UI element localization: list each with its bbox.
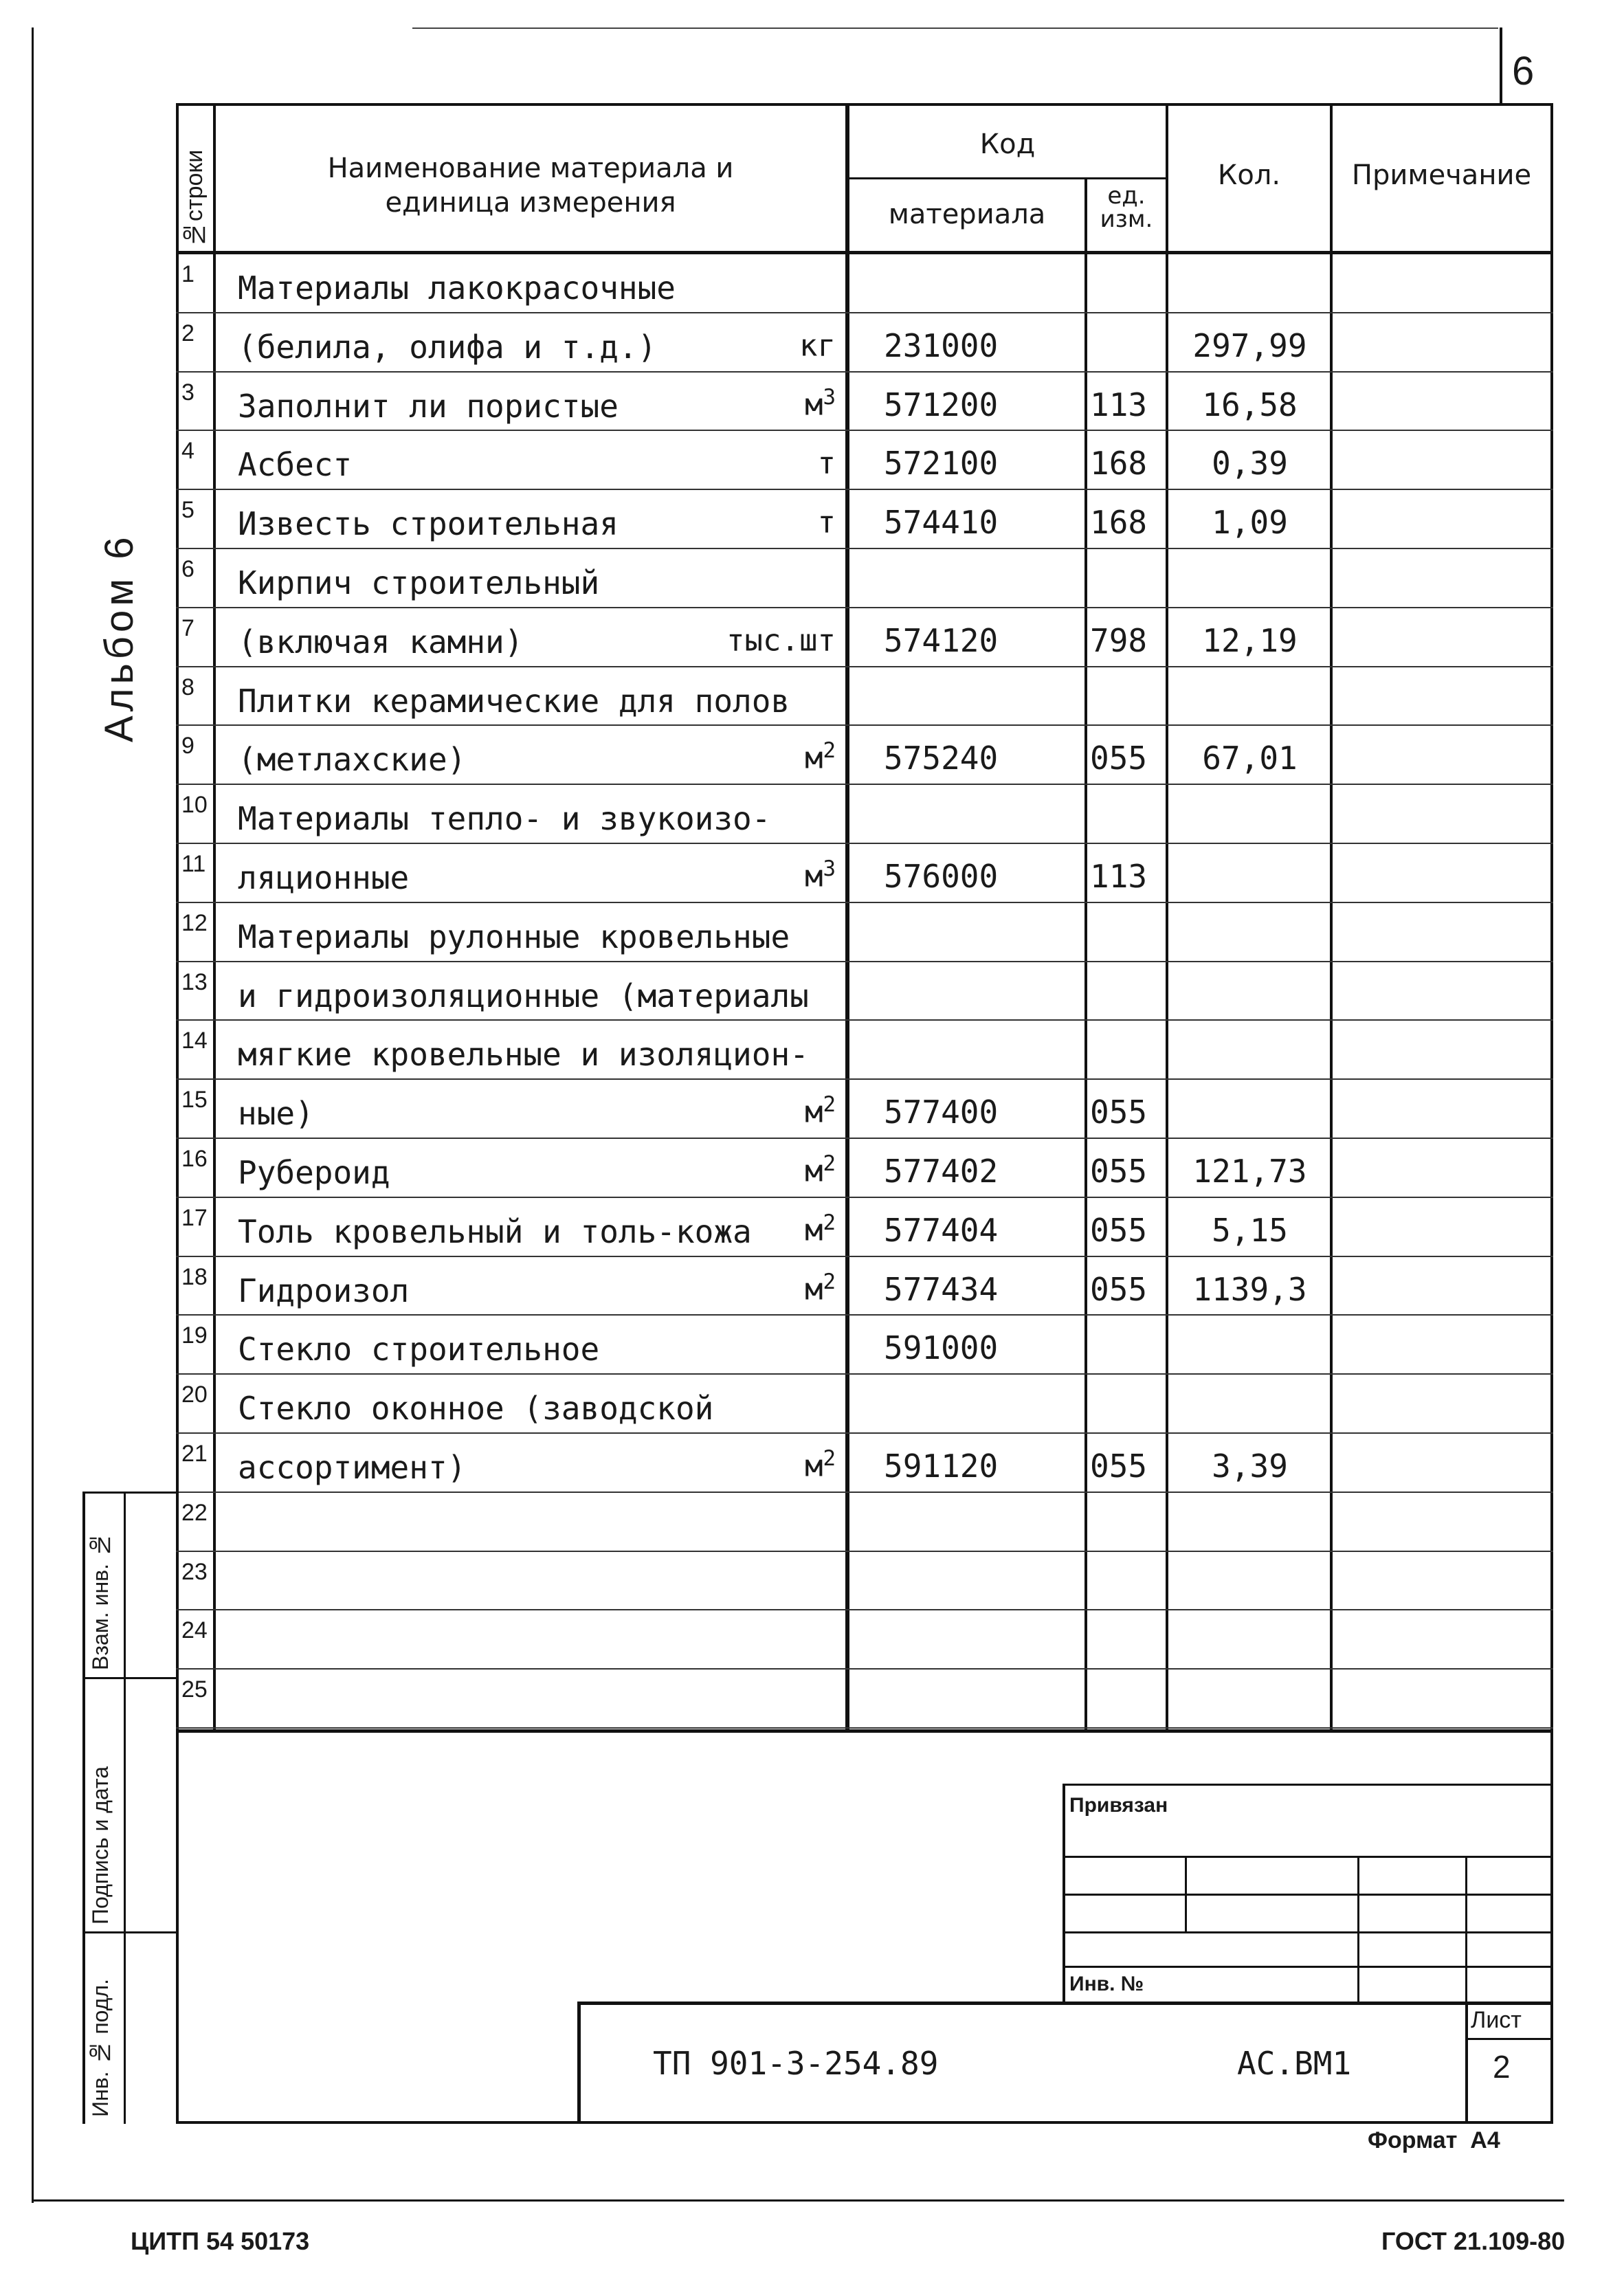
material-name: Известь строительная: [238, 505, 619, 543]
unit-text: м: [804, 1153, 823, 1189]
table-row: [176, 1493, 1553, 1552]
table-row: [176, 1670, 1553, 1729]
header-code: Код: [979, 129, 1036, 160]
quantity: 121,73: [1192, 1153, 1307, 1190]
row-number: 20: [181, 1382, 208, 1408]
quantity: 297,99: [1192, 326, 1307, 364]
table-row: [176, 844, 1553, 903]
doc-code: ТП 901-3-254.89: [653, 2045, 939, 2082]
unit-code: 055: [1090, 1270, 1148, 1308]
unit-text: м: [804, 1448, 823, 1484]
unit-text: м: [804, 1094, 823, 1130]
material-code: 591000: [884, 1329, 999, 1367]
header-code-unit: ед. изм.: [1100, 182, 1153, 233]
material-name: Стекло строительное: [238, 1331, 600, 1368]
table-row: [176, 1610, 1553, 1670]
unit-exponent: 2: [823, 1151, 836, 1176]
material-code: 577434: [884, 1270, 999, 1308]
material-code: 231000: [884, 326, 999, 364]
material-code: 575240: [884, 740, 999, 777]
row-number: 25: [181, 1676, 208, 1703]
table-row: [176, 1198, 1553, 1257]
row-number: 2: [181, 320, 194, 346]
material-name: (белила, олифа и т.д.): [238, 328, 657, 366]
privyazan-label: Привязан: [1069, 1794, 1168, 1817]
label-vzam-inv: Взам. инв. №: [88, 1533, 113, 1670]
row-number: 10: [181, 792, 208, 819]
table-row: [176, 962, 1553, 1021]
row-number: 18: [181, 1263, 208, 1290]
unit-code: 055: [1090, 1094, 1148, 1131]
material-name: ляционные: [238, 859, 410, 896]
unit-text: т: [817, 446, 836, 482]
unit-exponent: 2: [823, 1210, 836, 1235]
material-code: 577402: [884, 1153, 999, 1190]
table-row: [176, 549, 1553, 608]
unit-code: 055: [1090, 1153, 1148, 1190]
unit-exponent: 3: [823, 384, 836, 410]
row-number: 14: [181, 1028, 208, 1054]
row-number: 3: [181, 379, 194, 406]
material-code: 591120: [884, 1448, 999, 1485]
unit-code: 168: [1090, 504, 1148, 542]
unit-code: 113: [1090, 858, 1148, 895]
material-name: (включая камни): [238, 623, 524, 661]
material-code: 572100: [884, 445, 999, 483]
quantity: 1139,3: [1192, 1270, 1307, 1308]
material-name: ассортимент): [238, 1449, 467, 1486]
row-number: 15: [181, 1087, 208, 1113]
table-row: [176, 1021, 1553, 1080]
doc-mark: АС.ВМ1: [1237, 2045, 1352, 2082]
row-number: 17: [181, 1204, 208, 1231]
header-note: Примечание: [1351, 159, 1532, 191]
quantity: 67,01: [1202, 740, 1298, 777]
material-name: Материалы лакокрасочные: [238, 269, 676, 307]
row-number: 13: [181, 968, 208, 995]
material-code: 571200: [884, 386, 999, 423]
header-row-number: №строки: [181, 149, 208, 247]
row-number: 22: [181, 1499, 208, 1526]
material-code: 576000: [884, 858, 999, 895]
material-name: Толь кровельный и толь-кожа: [238, 1212, 752, 1250]
unit-label: [671, 1151, 836, 1189]
row-number: 7: [181, 614, 194, 641]
footer-right: ГОСТ 21.109-80: [1381, 2227, 1566, 2255]
page-number: 6: [1512, 49, 1535, 93]
material-name: Стекло оконное (заводской: [238, 1390, 714, 1428]
unit-label: [671, 1210, 836, 1248]
material-code: 577400: [884, 1094, 999, 1131]
material-name: (метлахские): [238, 741, 467, 779]
row-number: 1: [181, 261, 194, 287]
unit-label: [671, 502, 836, 540]
material-name: Плитки керамические для полов: [238, 682, 790, 720]
row-number: 16: [181, 1146, 208, 1172]
material-name: Гидроизол: [238, 1272, 410, 1309]
table-row: [176, 254, 1553, 313]
row-number: 11: [181, 851, 206, 877]
unit-exponent: 2: [823, 1269, 836, 1294]
table-row: [176, 667, 1553, 727]
unit-label: [671, 326, 836, 364]
unit-label: [671, 1269, 836, 1307]
table-row: [176, 726, 1553, 785]
quantity: 16,58: [1202, 386, 1298, 423]
unit-text: тыс.шт: [726, 623, 836, 658]
unit-text: м: [804, 1212, 823, 1248]
unit-text: м: [804, 1272, 823, 1307]
unit-code: 798: [1090, 621, 1148, 659]
unit-text: м: [804, 858, 823, 894]
table-row: [176, 903, 1553, 962]
label-inv-podl: Инв. № подл.: [88, 1979, 113, 2117]
unit-label: [671, 1092, 836, 1130]
material-name: ные): [238, 1095, 314, 1133]
header-code-material: материала: [888, 199, 1046, 230]
unit-exponent: 2: [823, 1446, 836, 1471]
row-number: 9: [181, 733, 194, 759]
unit-label: [671, 385, 836, 423]
quantity: 5,15: [1212, 1211, 1288, 1249]
unit-code: 168: [1090, 445, 1148, 483]
material-code: 577404: [884, 1211, 999, 1249]
table-row: [176, 1552, 1553, 1611]
row-number: 12: [181, 909, 208, 936]
row-number: 19: [181, 1322, 208, 1349]
unit-text: м: [804, 741, 823, 777]
quantity: 3,39: [1212, 1448, 1288, 1485]
quantity: 1,09: [1212, 504, 1288, 542]
material-name: Материалы тепло- и звукоизо-: [238, 800, 771, 838]
table-row: [176, 1434, 1553, 1493]
unit-text: т: [817, 505, 836, 540]
row-number: 8: [181, 674, 194, 700]
format-label: Формат А4: [1368, 2127, 1500, 2153]
table-row: [176, 490, 1553, 549]
material-name: Кирпич строительный: [238, 564, 600, 601]
unit-label: [671, 1446, 836, 1484]
row-number: 21: [181, 1441, 208, 1467]
unit-label: [671, 856, 836, 894]
table-row: [176, 313, 1553, 373]
material-name: мягкие кровельные и изоляцион-: [238, 1036, 809, 1074]
unit-label: [671, 443, 836, 481]
unit-text: кг: [799, 328, 836, 364]
table-row: [176, 431, 1553, 490]
table-row: [176, 373, 1553, 432]
unit-exponent: 2: [823, 738, 836, 764]
unit-label: [671, 621, 836, 658]
unit-exponent: 2: [823, 1092, 836, 1118]
label-podpis-data: Подпись и дата: [88, 1766, 113, 1925]
unit-label: [671, 738, 836, 776]
table-row: [176, 1080, 1553, 1139]
row-number: 5: [181, 497, 194, 524]
row-number: 6: [181, 556, 194, 582]
footer-left: ЦИТП 54 50173: [131, 2227, 310, 2255]
quantity: 0,39: [1212, 445, 1288, 483]
unit-code: 055: [1090, 1448, 1148, 1485]
row-number: 24: [181, 1617, 208, 1644]
material-name: и гидроизоляционные (материалы: [238, 977, 809, 1014]
material-name: Материалы рулонные кровельные: [238, 918, 790, 955]
header-qty: Кол.: [1217, 159, 1281, 191]
material-code: 574120: [884, 621, 999, 659]
unit-code: 113: [1090, 386, 1148, 423]
table-row: [176, 608, 1553, 667]
sheet-label: Лист: [1471, 2007, 1522, 2033]
inv-no-label: Инв. №: [1069, 1973, 1144, 1995]
material-name: Заполнит ли пористые: [238, 387, 619, 425]
table-row: [176, 1139, 1553, 1198]
table-row: [176, 1257, 1553, 1316]
unit-code: 055: [1090, 1211, 1148, 1249]
album-label: Альбом 6: [97, 533, 142, 742]
table-row: [176, 1316, 1553, 1375]
row-number: 4: [181, 438, 194, 465]
table-row: [176, 785, 1553, 844]
header-name: Наименование материала и единица измерения: [327, 153, 734, 219]
quantity: 12,19: [1202, 621, 1298, 659]
row-number: 23: [181, 1558, 208, 1585]
unit-exponent: 3: [823, 856, 836, 881]
sheet-number: 2: [1493, 2049, 1511, 2085]
material-name: Рубероид: [238, 1154, 390, 1191]
unit-text: м: [804, 387, 823, 423]
material-name: Асбест: [238, 446, 353, 484]
table-row: [176, 1375, 1553, 1434]
unit-code: 055: [1090, 740, 1148, 777]
material-code: 574410: [884, 504, 999, 542]
